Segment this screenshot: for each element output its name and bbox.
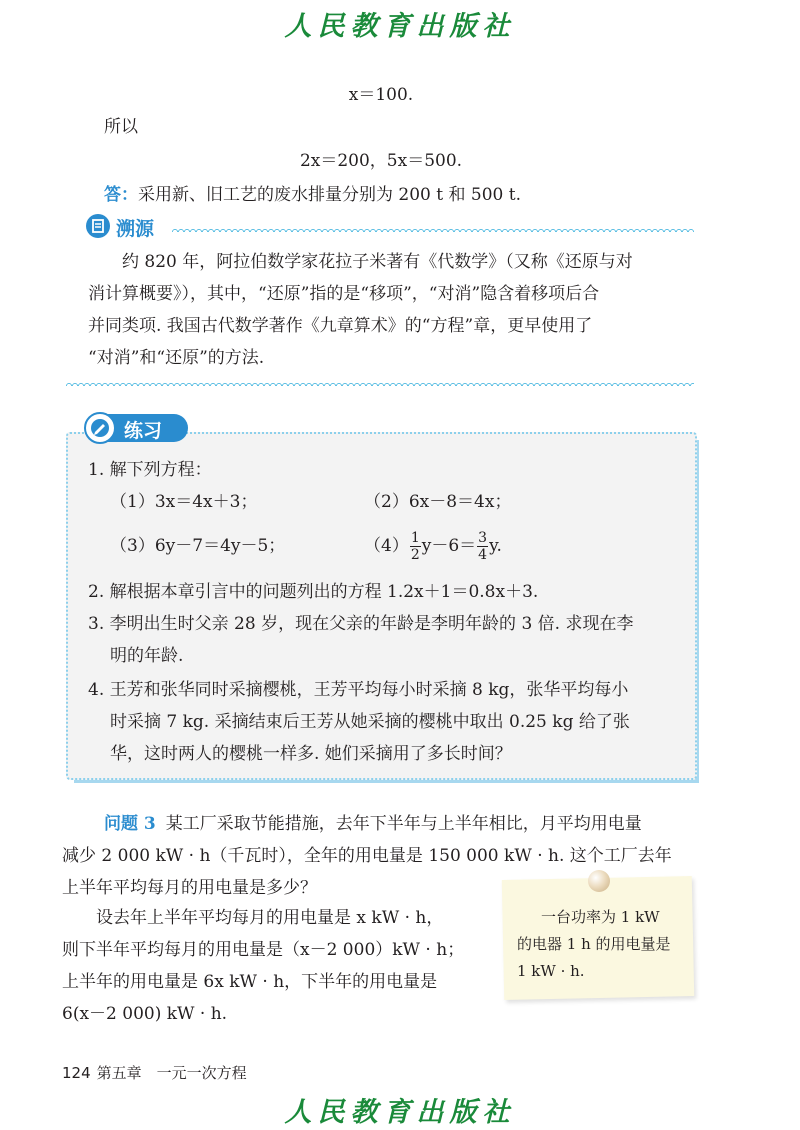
q1-part1-num: （1） [110,492,155,512]
fraction-one-half [410,530,421,563]
exercise-q2: 2. 解根据本章引言中的问题列出的方程 1.2x＋1＝0.8x＋3. [88,582,539,602]
page-footer [62,1062,247,1083]
pushpin-icon [588,870,610,892]
suyuan-top-divider [172,226,694,232]
exercise-title: 练习 [124,420,163,442]
solution-line4: 6(x－2 000) kW · h. [62,1004,228,1024]
q1-part4-mid: y－6＝ [421,536,477,556]
problem3-line2: 减少 2 000 kW · h（千瓦时），全年的用电量是 150 000 kW · h. 这个工厂去年 [62,846,672,866]
q1-part1-expr: 3x＝4x＋3； [154,492,258,512]
suyuan-icon [86,214,110,238]
suyuan-bottom-divider [66,380,694,386]
answer-text: 采用新、旧工艺的废水排量分别为 200 t 和 500 t. [138,185,521,205]
fraction-1-numerator: 1 [410,530,420,546]
side-note-line-2: 的电器 1 h 的用电量是 [517,935,671,953]
q1-part2-num: （2） [364,492,409,512]
exercise-q1-part2 [364,486,584,518]
suyuan-text [88,246,694,374]
page-number: 124 [62,1064,91,1082]
answer-line [104,180,521,205]
q1-part2-expr: 6x－8＝4x； [408,492,512,512]
q1-part4-num: （4） [364,536,409,556]
suyuan-title: 溯源 [116,218,155,240]
q1-part3-expr: 6y－7＝4y－5； [154,536,286,556]
publisher-logo-header: 人民教育出版社 [284,11,516,42]
exercise-q3-line2: 明的年龄. [110,646,184,666]
suyuan-line-3: 并同类项. 我国古代数学著作《九章算术》的“方程”章，更早使用了 [88,316,593,336]
equation-x-100: x＝100. [348,85,414,105]
exercise-q1: 1. 解下列方程： [88,460,212,480]
solution-line1: 设去年上半年平均每月的用电量是 x kW · h， [96,908,444,928]
exercise-q1-part1 [110,486,330,518]
fraction-2-denominator: 4 [478,547,488,563]
problem3-line1 [104,808,694,840]
q1-part3-num: （3） [110,536,155,556]
problem3-text-1: 某工厂采取节能措施，去年下半年与上半年相比，月平均用电量 [165,814,642,834]
fraction-three-quarters [477,530,488,563]
side-note-line-3: 1 kW · h. [517,962,585,980]
problem3-label: 问题 3 [104,814,156,834]
solution-line3: 上半年的用电量是 6x kW · h，下半年的用电量是 [62,972,438,992]
exercise-q1-part3 [110,530,330,562]
therefore-text: 所以 [104,117,138,137]
chapter-title: 第五章 一元一次方程 [96,1064,247,1082]
exercise-q3-line1: 3. 李明出生时父亲 28 岁，现在父亲的年龄是李明年龄的 3 倍. 求现在李 [88,614,634,634]
fraction-1-denominator: 2 [410,547,420,563]
side-note-line-1: 一台功率为 1 kW [541,908,660,926]
problem3-line3: 上半年平均每月的用电量是多少？ [62,878,317,898]
exercise-q4-line3: 华，这时两人的樱桃一样多. 她们采摘用了多长时间？ [110,744,512,764]
suyuan-line-2: 消计算概要》），其中，“还原”指的是“移项”，“对消”隐含着移项后合 [88,284,600,304]
exercise-q4-line1: 4. 王芳和张华同时采摘樱桃，王芳平均每小时采摘 8 kg，张华平均每小 [88,680,629,700]
publisher-logo-footer: 人民教育出版社 [284,1097,516,1128]
fraction-2-numerator: 3 [478,530,488,546]
suyuan-line-1: 约 820 年，阿拉伯数学家花拉子米著有《代数学》（又称《还原与对 [122,252,633,272]
suyuan-line-4: “对消”和“还原”的方法. [88,348,265,368]
answer-label: 答： [104,185,138,205]
exercise-q4-line2: 时采摘 7 kg. 采摘结束后王芳从她采摘的樱桃中取出 0.25 kg 给了张 [110,712,630,732]
side-note-text [517,904,687,985]
q1-part4-tail: y. [489,536,502,556]
pencil-icon [84,412,116,444]
exercise-q1-part4 [364,530,604,563]
equation-2x-5x: 2x＝200，5x＝500. [299,151,463,171]
solution-line2: 则下半年平均每月的用电量是（x－2 000）kW · h； [62,940,465,960]
